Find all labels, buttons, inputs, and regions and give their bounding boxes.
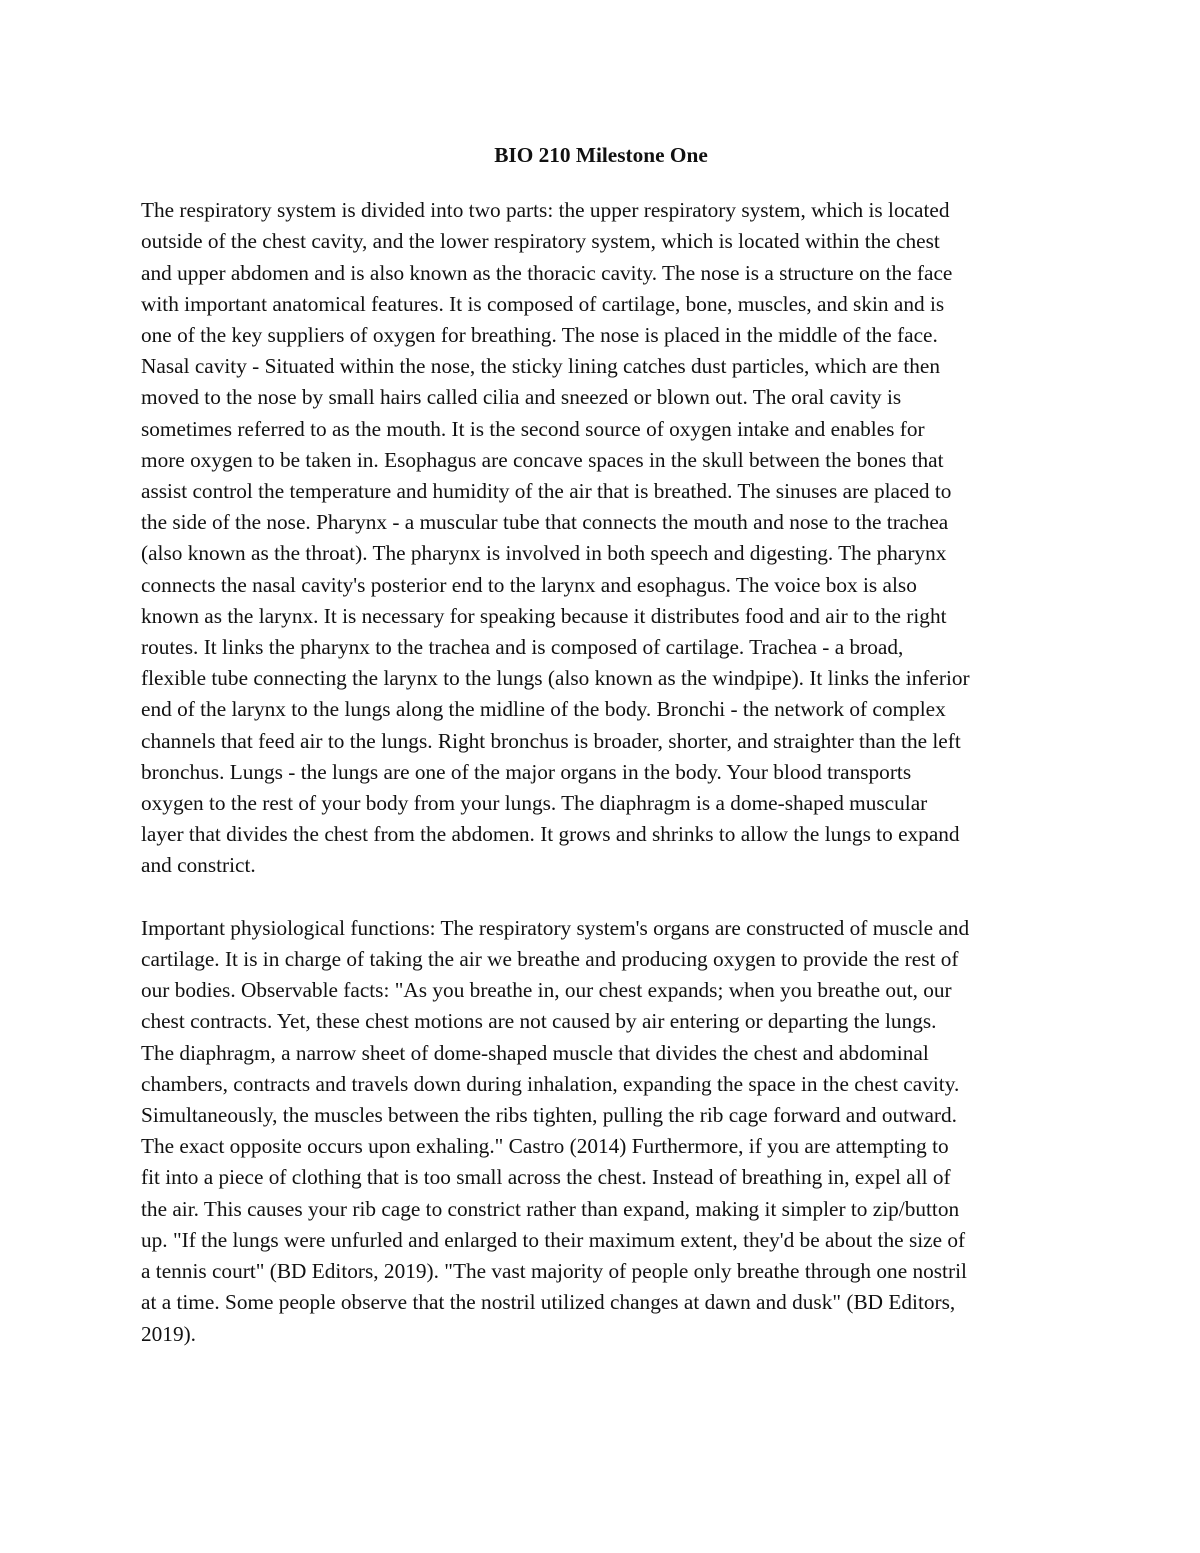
text-line: chest contracts. Yet, these chest motions are not caused by air entering or departing the lungs. bbox=[141, 1009, 937, 1034]
text-line: cartilage. It is in charge of taking the air we breathe and producing oxygen to provide the rest of bbox=[141, 947, 959, 972]
text-line: 2019). bbox=[141, 1321, 197, 1346]
text-line: chambers, contracts and travels down during inhalation, expanding the space in the chest cavity. bbox=[141, 1071, 960, 1096]
text-line: layer that divides the chest from the abdomen. It grows and shrinks to allow the lungs to expand bbox=[141, 822, 960, 847]
text-line: connects the nasal cavity's posterior end to the larynx and esophagus. The voice box is also bbox=[141, 572, 917, 597]
text-line: Simultaneously, the muscles between the ribs tighten, pulling the rib cage forward and outward. bbox=[141, 1103, 957, 1128]
text-line: with important anatomical features. It is composed of cartilage, bone, muscles, and skin and is bbox=[141, 291, 945, 316]
text-line: the side of the nose. Pharynx - a muscular tube that connects the mouth and nose to the trachea bbox=[141, 510, 949, 535]
text-line: oxygen to the rest of your body from your lungs. The diaphragm is a dome-shaped muscular bbox=[141, 791, 928, 816]
body-paragraph bbox=[141, 195, 1061, 881]
paragraphs-container bbox=[141, 195, 1061, 1350]
text-line: flexible tube connecting the larynx to the lungs (also known as the windpipe). It links the inferior bbox=[141, 666, 970, 691]
text-line: routes. It links the pharynx to the trachea and is composed of cartilage. Trachea - a broad, bbox=[141, 635, 904, 660]
text-line: sometimes referred to as the mouth. It is the second source of oxygen intake and enables for bbox=[141, 416, 925, 441]
text-line: The diaphragm, a narrow sheet of dome-shaped muscle that divides the chest and abdominal bbox=[141, 1040, 929, 1065]
text-line: known as the larynx. It is necessary for speaking because it distributes food and air to the right bbox=[141, 603, 947, 628]
text-line: Nasal cavity - Situated within the nose, the sticky lining catches dust particles, which are then bbox=[141, 354, 941, 379]
text-line: assist control the temperature and humidity of the air that is breathed. The sinuses are placed to bbox=[141, 479, 952, 504]
text-line: (also known as the throat). The pharynx is involved in both speech and digesting. The pharynx bbox=[141, 541, 947, 566]
document-body bbox=[141, 140, 1061, 1350]
text-line: and constrict. bbox=[141, 853, 256, 878]
paragraph-spacer bbox=[141, 882, 1061, 913]
text-line: channels that feed air to the lungs. Right bronchus is broader, shorter, and straighter than the left bbox=[141, 728, 961, 753]
text-line: more oxygen to be taken in. Esophagus are concave spaces in the skull between the bones that bbox=[141, 447, 944, 472]
text-line: at a time. Some people observe that the nostril utilized changes at dawn and dusk" (BD Editors, bbox=[141, 1290, 956, 1315]
text-line: a tennis court" (BD Editors, 2019). "The vast majority of people only breathe through one nostril bbox=[141, 1259, 967, 1284]
text-line: end of the larynx to the lungs along the midline of the body. Bronchi - the network of complex bbox=[141, 697, 946, 722]
text-line: one of the key suppliers of oxygen for breathing. The nose is placed in the middle of the face. bbox=[141, 323, 938, 348]
text-line: the air. This causes your rib cage to constrict rather than expand, making it simpler to zip/button bbox=[141, 1196, 960, 1221]
text-line: moved to the nose by small hairs called cilia and sneezed or blown out. The oral cavity is bbox=[141, 385, 902, 410]
text-line: and upper abdomen and is also known as the thoracic cavity. The nose is a structure on the face bbox=[141, 260, 953, 285]
text-line: our bodies. Observable facts: "As you breathe in, our chest expands; when you breathe out, our bbox=[141, 978, 952, 1003]
text-line: bronchus. Lungs - the lungs are one of the major organs in the body. Your blood transports bbox=[141, 759, 912, 784]
document-title: BIO 210 Milestone One bbox=[494, 143, 708, 167]
body-paragraph bbox=[141, 913, 1061, 1350]
text-line: fit into a piece of clothing that is too small across the chest. Instead of breathing in, expel all of bbox=[141, 1165, 951, 1190]
text-line: outside of the chest cavity, and the lower respiratory system, which is located within the chest bbox=[141, 229, 940, 254]
text-line: up. "If the lungs were unfurled and enlarged to their maximum extent, they'd be about the size of bbox=[141, 1227, 966, 1252]
text-line: Important physiological functions: The respiratory system's organs are constructed of muscle and bbox=[141, 915, 970, 940]
text-line: The exact opposite occurs upon exhaling." Castro (2014) Furthermore, if you are attempting to bbox=[141, 1134, 949, 1159]
text-line: The respiratory system is divided into two parts: the upper respiratory system, which is located bbox=[141, 198, 950, 223]
